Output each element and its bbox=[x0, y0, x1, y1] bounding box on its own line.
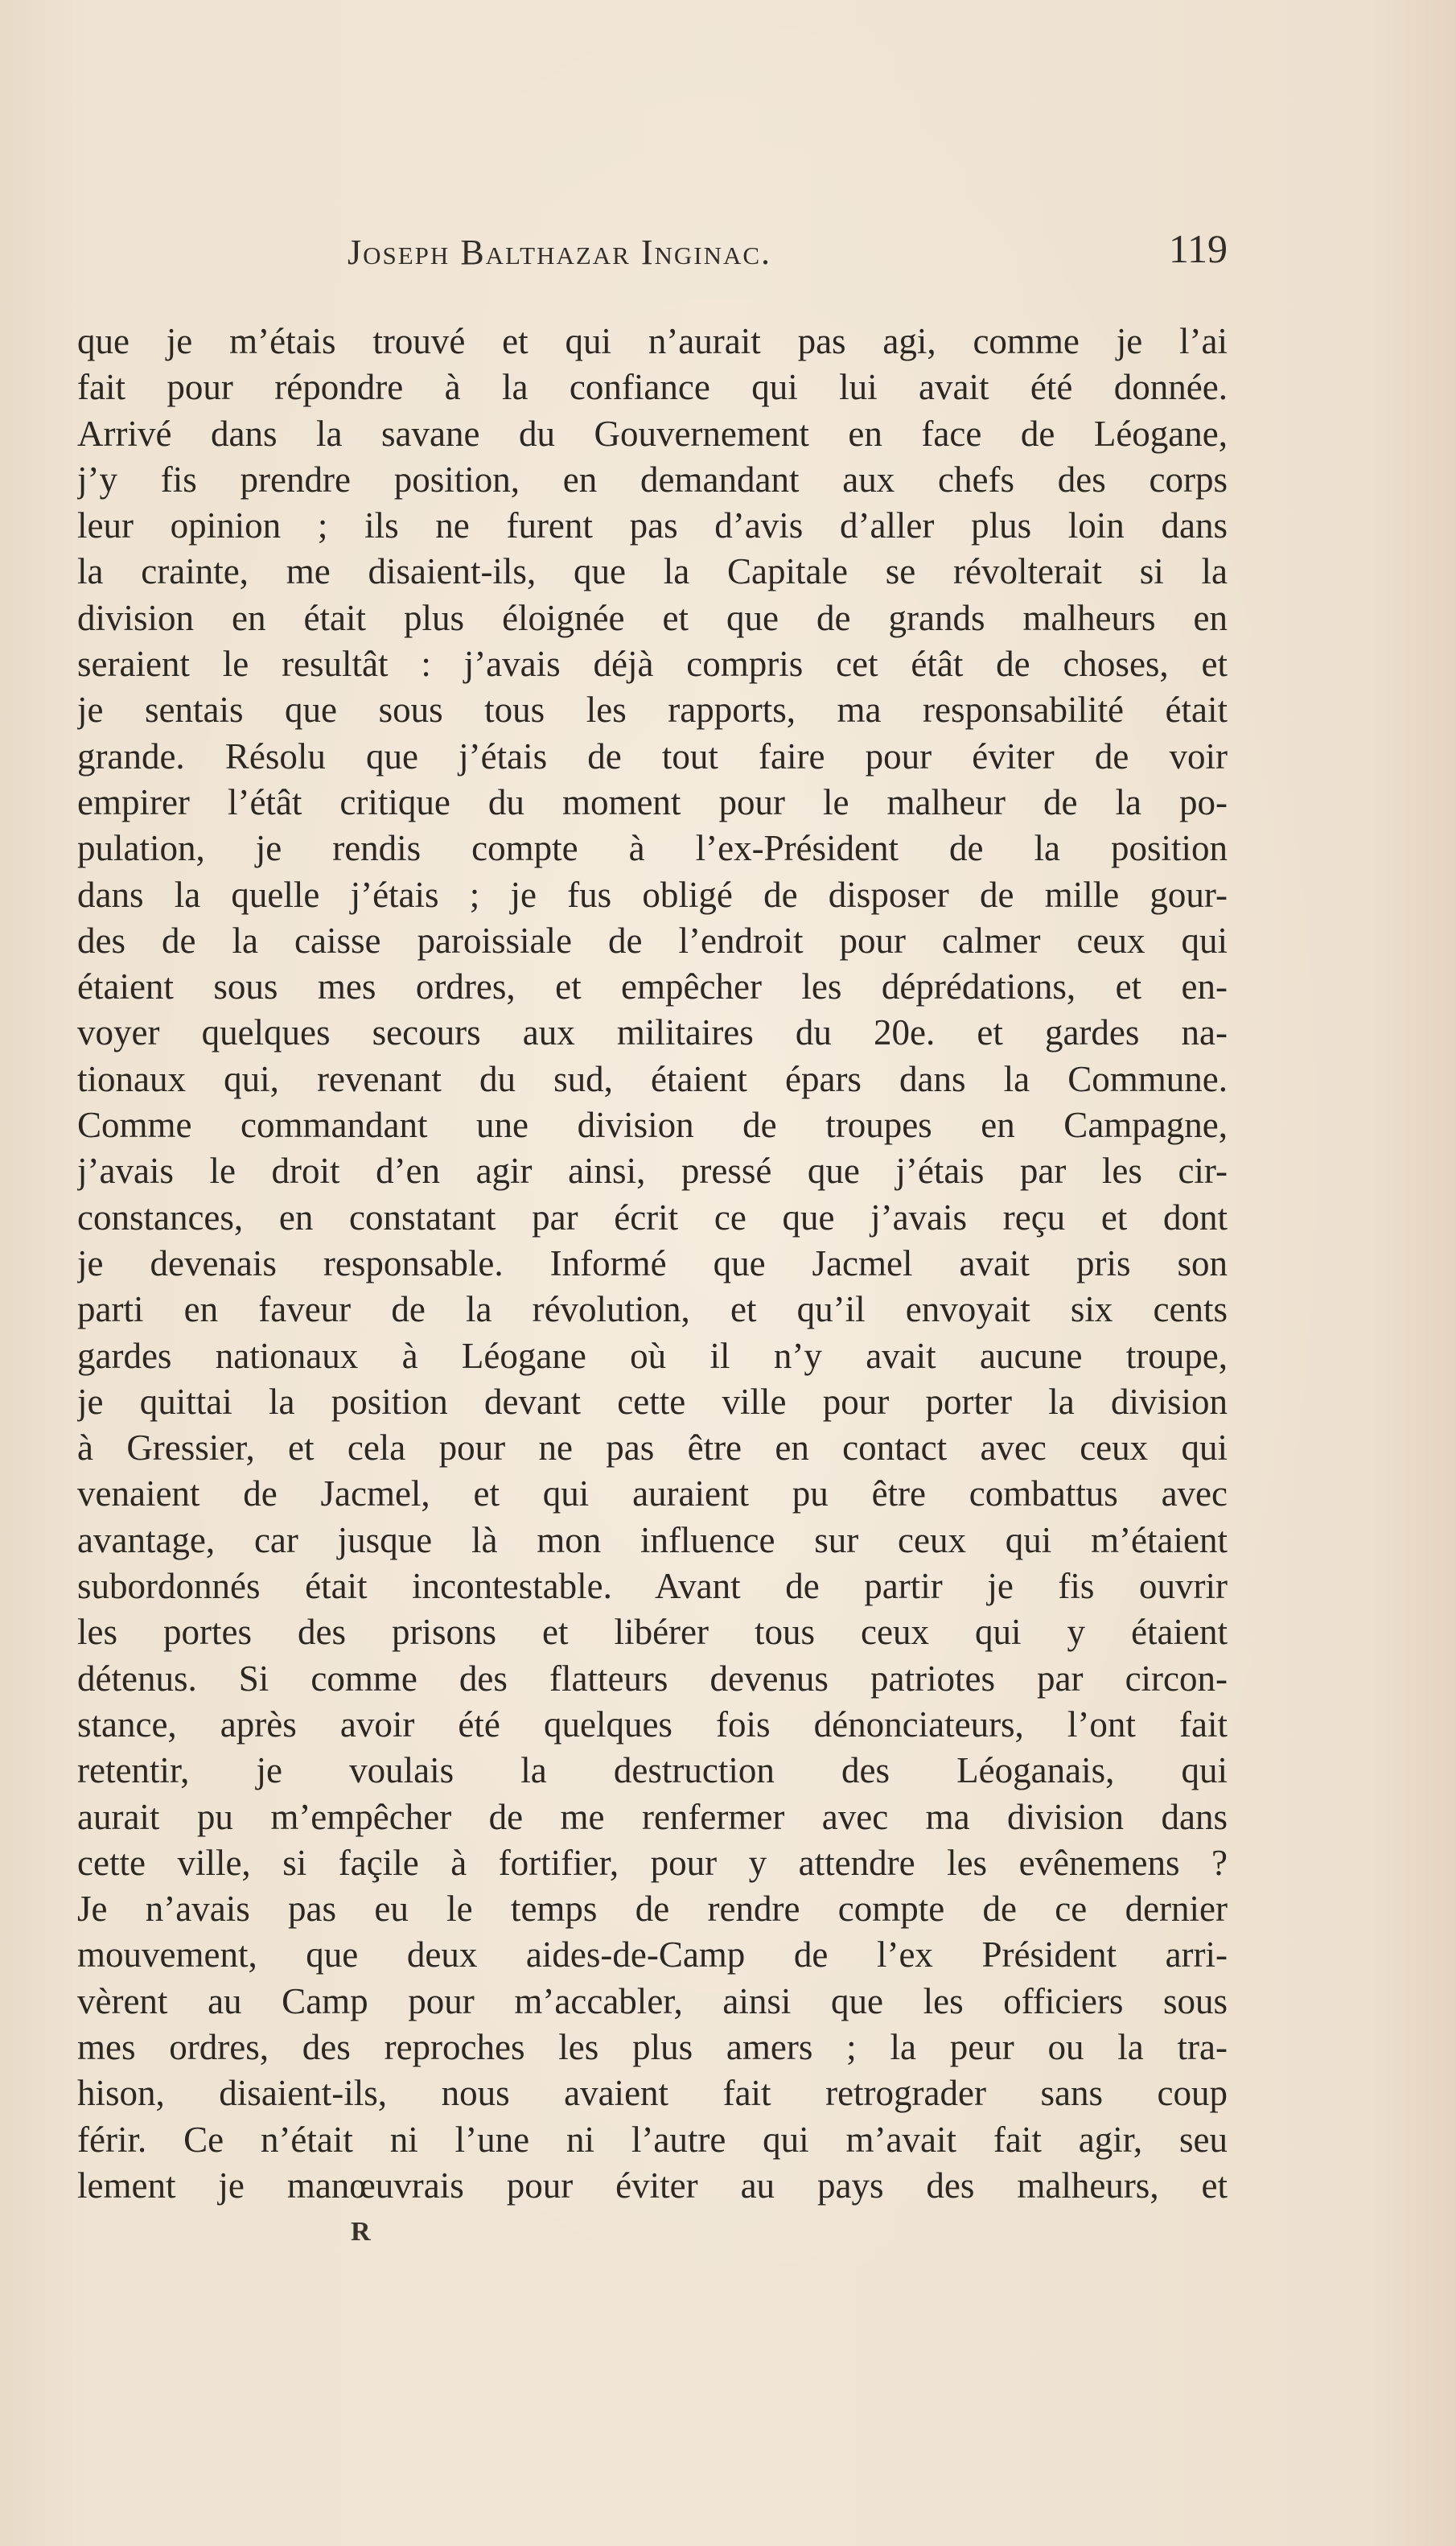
text-line: Comme commandant une division de troupes en Campagne, bbox=[77, 1105, 1228, 1146]
text-line: voyer quelques secours aux militaires du 20e. et gardes na- bbox=[77, 1012, 1228, 1053]
text-line: division en était plus éloignée et que de grands malheurs en bbox=[77, 597, 1228, 638]
text-line: que je m’étais trouvé et qui n’aurait pas agi, comme je l’ai bbox=[77, 321, 1228, 361]
text-line: j’avais le droit d’en agir ainsi, pressé que j’étais par les cir- bbox=[77, 1151, 1228, 1192]
text-line: seraient le resultât : j’avais déjà compris cet étât de choses, et bbox=[77, 644, 1228, 685]
text-line: les portes des prisons et libérer tous ceux qui y étaient bbox=[77, 1612, 1228, 1653]
text-line: vèrent au Camp pour m’accabler, ainsi que les officiers sous bbox=[77, 1980, 1228, 2021]
text-line: je quittai la position devant cette ville pour porter la division bbox=[77, 1381, 1228, 1422]
text-line: aurait pu m’empêcher de me renfermer avec ma division dans bbox=[77, 1796, 1228, 1837]
text-line: hison, disaient-ils, nous avaient fait retrograder sans coup bbox=[77, 2073, 1228, 2114]
text-line: retentir, je voulais la destruction des Léoganais, qui bbox=[77, 1750, 1228, 1791]
text-line: à Gressier, et cela pour ne pas être en contact avec ceux qui bbox=[77, 1427, 1228, 1469]
text-line: avantage, car jusque là mon influence sur ceux qui m’étaient bbox=[77, 1519, 1228, 1560]
text-line: dans la quelle j’étais ; je fus obligé de disposer de mille gour- bbox=[77, 874, 1228, 915]
text-line: mouvement, que deux aides-de-Camp de l’ex Président arri- bbox=[77, 1934, 1228, 1975]
text-line: mes ordres, des reproches les plus amers ; la peur ou la tra- bbox=[77, 2026, 1228, 2067]
text-line: cette ville, si façile à fortifier, pour y attendre les evênemens ? bbox=[77, 1842, 1228, 1883]
text-line: je devenais responsable. Informé que Jacmel avait pris son bbox=[77, 1242, 1228, 1283]
text-line: étaient sous mes ordres, et empêcher les déprédations, et en- bbox=[77, 966, 1228, 1007]
text-line: leur opinion ; ils ne furent pas d’avis d’aller plus loin dans bbox=[77, 505, 1228, 546]
text-line: empirer l’étât critique du moment pour le malheur de la po- bbox=[77, 781, 1228, 822]
text-line: tionaux qui, revenant du sud, étaient épars dans la Commune. bbox=[77, 1058, 1228, 1099]
text-line: je sentais que sous tous les rapports, ma responsabilité était bbox=[77, 690, 1228, 731]
text-line: lement je manœuvrais pour éviter au pays des malheurs, et bbox=[77, 2165, 1228, 2206]
text-line: Arrivé dans la savane du Gouvernement en face de Léogane, bbox=[77, 413, 1228, 454]
text-line: j’y fis prendre position, en demandant aux chefs des corps bbox=[77, 459, 1228, 500]
text-line: Je n’avais pas eu le temps de rendre compte de ce dernier bbox=[77, 1889, 1228, 1930]
text-line: subordonnés était incontestable. Avant de partir je fis ouvrir bbox=[77, 1566, 1228, 1607]
running-head bbox=[77, 225, 1228, 282]
body-text bbox=[77, 319, 1228, 2209]
text-line: fait pour répondre à la confiance qui lui avait été donnée. bbox=[77, 367, 1228, 408]
text-line: parti en faveur de la révolution, et qu’il envoyait six cents bbox=[77, 1289, 1228, 1330]
signature-mark: R bbox=[351, 2217, 371, 2247]
text-line: constances, en constatant par écrit ce que j’avais reçu et dont bbox=[77, 1197, 1228, 1238]
text-line: férir. Ce n’était ni l’une ni l’autre qui m’avait fait agir, seu bbox=[77, 2119, 1228, 2160]
text-line: la crainte, me disaient-ils, que la Capitale se révolterait si la bbox=[77, 551, 1228, 592]
text-line: grande. Résolu que j’étais de tout faire pour éviter de voir bbox=[77, 735, 1228, 777]
text-line: venaient de Jacmel, et qui auraient pu être combattus avec bbox=[77, 1473, 1228, 1514]
page-number: 119 bbox=[1168, 226, 1228, 271]
text-line: pulation, je rendis compte à l’ex-Président de la position bbox=[77, 828, 1228, 869]
text-line: des de la caisse paroissiale de l’endroit pour calmer ceux qui bbox=[77, 920, 1228, 961]
running-title: Joseph Balthazar Inginac. bbox=[348, 233, 772, 272]
text-line: stance, après avoir été quelques fois dénonciateurs, l’ont fait bbox=[77, 1704, 1228, 1745]
text-line: gardes nationaux à Léogane où il n’y avait aucune troupe, bbox=[77, 1335, 1228, 1376]
text-line: détenus. Si comme des flatteurs devenus patriotes par circon- bbox=[77, 1658, 1228, 1699]
